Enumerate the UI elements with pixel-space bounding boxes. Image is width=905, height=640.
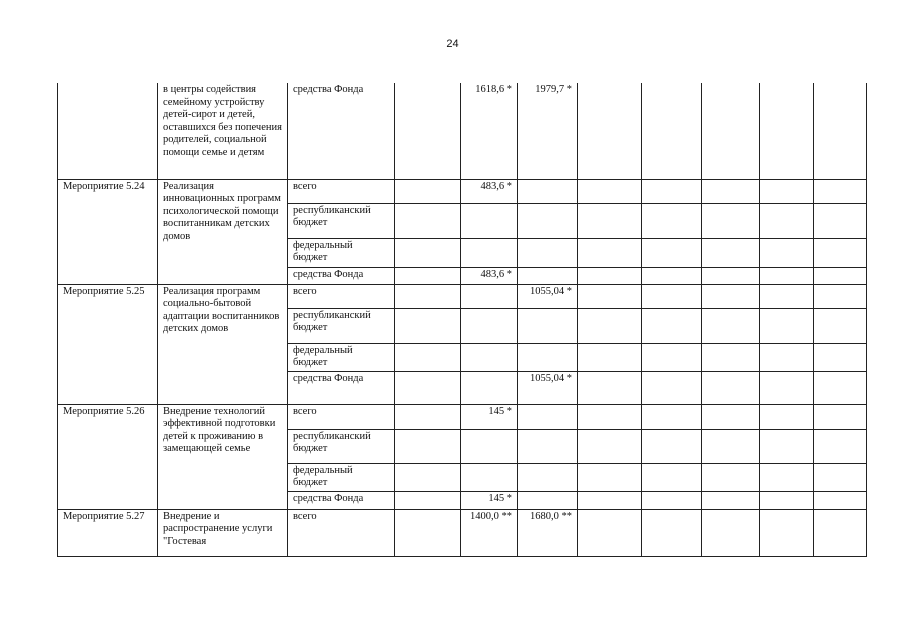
empty-cell [642, 284, 702, 308]
empty-cell [578, 267, 642, 284]
empty-cell [760, 343, 814, 371]
page-number: 24 [446, 38, 459, 50]
funding-source-cell: федеральный бюджет [288, 238, 395, 267]
empty-cell [702, 284, 760, 308]
funding-source-cell: средства Фонда [288, 83, 395, 179]
value-cell [518, 429, 578, 463]
value-cell [518, 491, 578, 509]
empty-cell [578, 179, 642, 203]
event-name-cell: в центры содействия семейному устройству детей-сирот и детей, оставшихся без попечения родителей, социальной помощи семье и детям [158, 83, 288, 179]
empty-cell [760, 509, 814, 556]
table-row [58, 509, 867, 556]
empty-cell [395, 267, 461, 284]
funding-source-cell: федеральный бюджет [288, 463, 395, 491]
value-cell [518, 404, 578, 429]
empty-cell [395, 179, 461, 203]
empty-cell [702, 203, 760, 238]
value-cell: 483,6 * [461, 267, 518, 284]
value-cell [461, 308, 518, 343]
empty-cell [395, 83, 461, 179]
value-cell [461, 429, 518, 463]
value-cell [461, 203, 518, 238]
empty-cell [760, 404, 814, 429]
empty-cell [814, 179, 867, 203]
value-cell: 1618,6 * [461, 83, 518, 179]
value-cell [461, 463, 518, 491]
empty-cell [642, 83, 702, 179]
empty-cell [702, 429, 760, 463]
empty-cell [578, 463, 642, 491]
event-cell: Мероприятие 5.27 [58, 509, 158, 556]
empty-cell [814, 343, 867, 371]
empty-cell [760, 371, 814, 404]
empty-cell [702, 509, 760, 556]
value-cell: 1400,0 ** [461, 509, 518, 556]
empty-cell [814, 463, 867, 491]
event-cell: Мероприятие 5.26 [58, 404, 158, 509]
empty-cell [642, 491, 702, 509]
funding-source-cell: средства Фонда [288, 491, 395, 509]
value-cell [461, 238, 518, 267]
empty-cell [642, 267, 702, 284]
empty-cell [578, 308, 642, 343]
budget-table [57, 83, 867, 557]
empty-cell [642, 238, 702, 267]
empty-cell [395, 463, 461, 491]
empty-cell [578, 83, 642, 179]
empty-cell [760, 308, 814, 343]
empty-cell [702, 308, 760, 343]
empty-cell [760, 429, 814, 463]
value-cell: 145 * [461, 491, 518, 509]
empty-cell [702, 491, 760, 509]
value-cell: 145 * [461, 404, 518, 429]
empty-cell [578, 203, 642, 238]
value-cell: 483,6 * [461, 179, 518, 203]
value-cell: 1055,04 * [518, 371, 578, 404]
table-row [58, 404, 867, 429]
empty-cell [642, 429, 702, 463]
funding-source-cell: всего [288, 404, 395, 429]
empty-cell [760, 179, 814, 203]
empty-cell [578, 284, 642, 308]
empty-cell [578, 238, 642, 267]
value-cell [518, 179, 578, 203]
value-cell [518, 203, 578, 238]
value-cell [518, 267, 578, 284]
empty-cell [814, 267, 867, 284]
empty-cell [395, 238, 461, 267]
funding-source-cell: республиканский бюджет [288, 308, 395, 343]
value-cell: 1979,7 * [518, 83, 578, 179]
empty-cell [760, 238, 814, 267]
funding-source-cell: всего [288, 284, 395, 308]
empty-cell [760, 284, 814, 308]
empty-cell [760, 83, 814, 179]
event-cell: Мероприятие 5.25 [58, 284, 158, 404]
empty-cell [578, 371, 642, 404]
empty-cell [578, 343, 642, 371]
empty-cell [702, 371, 760, 404]
empty-cell [702, 404, 760, 429]
value-cell: 1680,0 ** [518, 509, 578, 556]
table-row [58, 179, 867, 203]
empty-cell [395, 284, 461, 308]
empty-cell [642, 179, 702, 203]
funding-source-cell: федеральный бюджет [288, 343, 395, 371]
empty-cell [395, 429, 461, 463]
empty-cell [642, 308, 702, 343]
empty-cell [642, 343, 702, 371]
empty-cell [814, 491, 867, 509]
event-name-cell: Внедрение технологий эффективной подготовки детей к проживанию в замещающей семье [158, 404, 288, 509]
empty-cell [760, 491, 814, 509]
event-cell: Мероприятие 5.24 [58, 179, 158, 284]
event-name-cell: Реализация программ социально-бытовой адаптации воспитанников детских домов [158, 284, 288, 404]
empty-cell [760, 267, 814, 284]
empty-cell [578, 491, 642, 509]
event-name-cell: Внедрение и распространение услуги "Гостевая [158, 509, 288, 556]
value-cell [518, 238, 578, 267]
empty-cell [814, 509, 867, 556]
value-cell [518, 463, 578, 491]
empty-cell [395, 509, 461, 556]
value-cell [461, 284, 518, 308]
funding-source-cell: средства Фонда [288, 371, 395, 404]
empty-cell [814, 429, 867, 463]
empty-cell [395, 203, 461, 238]
empty-cell [702, 83, 760, 179]
empty-cell [395, 371, 461, 404]
table-row [58, 83, 867, 179]
funding-source-cell: всего [288, 509, 395, 556]
value-cell [518, 343, 578, 371]
funding-source-cell: республиканский бюджет [288, 429, 395, 463]
value-cell [518, 308, 578, 343]
empty-cell [760, 463, 814, 491]
event-name-cell: Реализация инновационных программ психологической помощи воспитанникам детских домов [158, 179, 288, 284]
empty-cell [642, 404, 702, 429]
empty-cell [395, 343, 461, 371]
empty-cell [814, 308, 867, 343]
empty-cell [702, 238, 760, 267]
empty-cell [814, 238, 867, 267]
value-cell: 1055,04 * [518, 284, 578, 308]
empty-cell [578, 429, 642, 463]
empty-cell [702, 463, 760, 491]
empty-cell [642, 203, 702, 238]
value-cell [461, 343, 518, 371]
empty-cell [395, 491, 461, 509]
value-cell [461, 371, 518, 404]
funding-source-cell: республиканский бюджет [288, 203, 395, 238]
empty-cell [642, 509, 702, 556]
empty-cell [814, 284, 867, 308]
funding-source-cell: средства Фонда [288, 267, 395, 284]
empty-cell [642, 371, 702, 404]
empty-cell [395, 308, 461, 343]
event-cell [58, 83, 158, 179]
empty-cell [642, 463, 702, 491]
empty-cell [702, 267, 760, 284]
empty-cell [814, 404, 867, 429]
empty-cell [702, 343, 760, 371]
empty-cell [578, 509, 642, 556]
empty-cell [578, 404, 642, 429]
empty-cell [814, 83, 867, 179]
funding-source-cell: всего [288, 179, 395, 203]
empty-cell [814, 203, 867, 238]
table-row [58, 284, 867, 308]
empty-cell [814, 371, 867, 404]
empty-cell [702, 179, 760, 203]
empty-cell [395, 404, 461, 429]
empty-cell [760, 203, 814, 238]
